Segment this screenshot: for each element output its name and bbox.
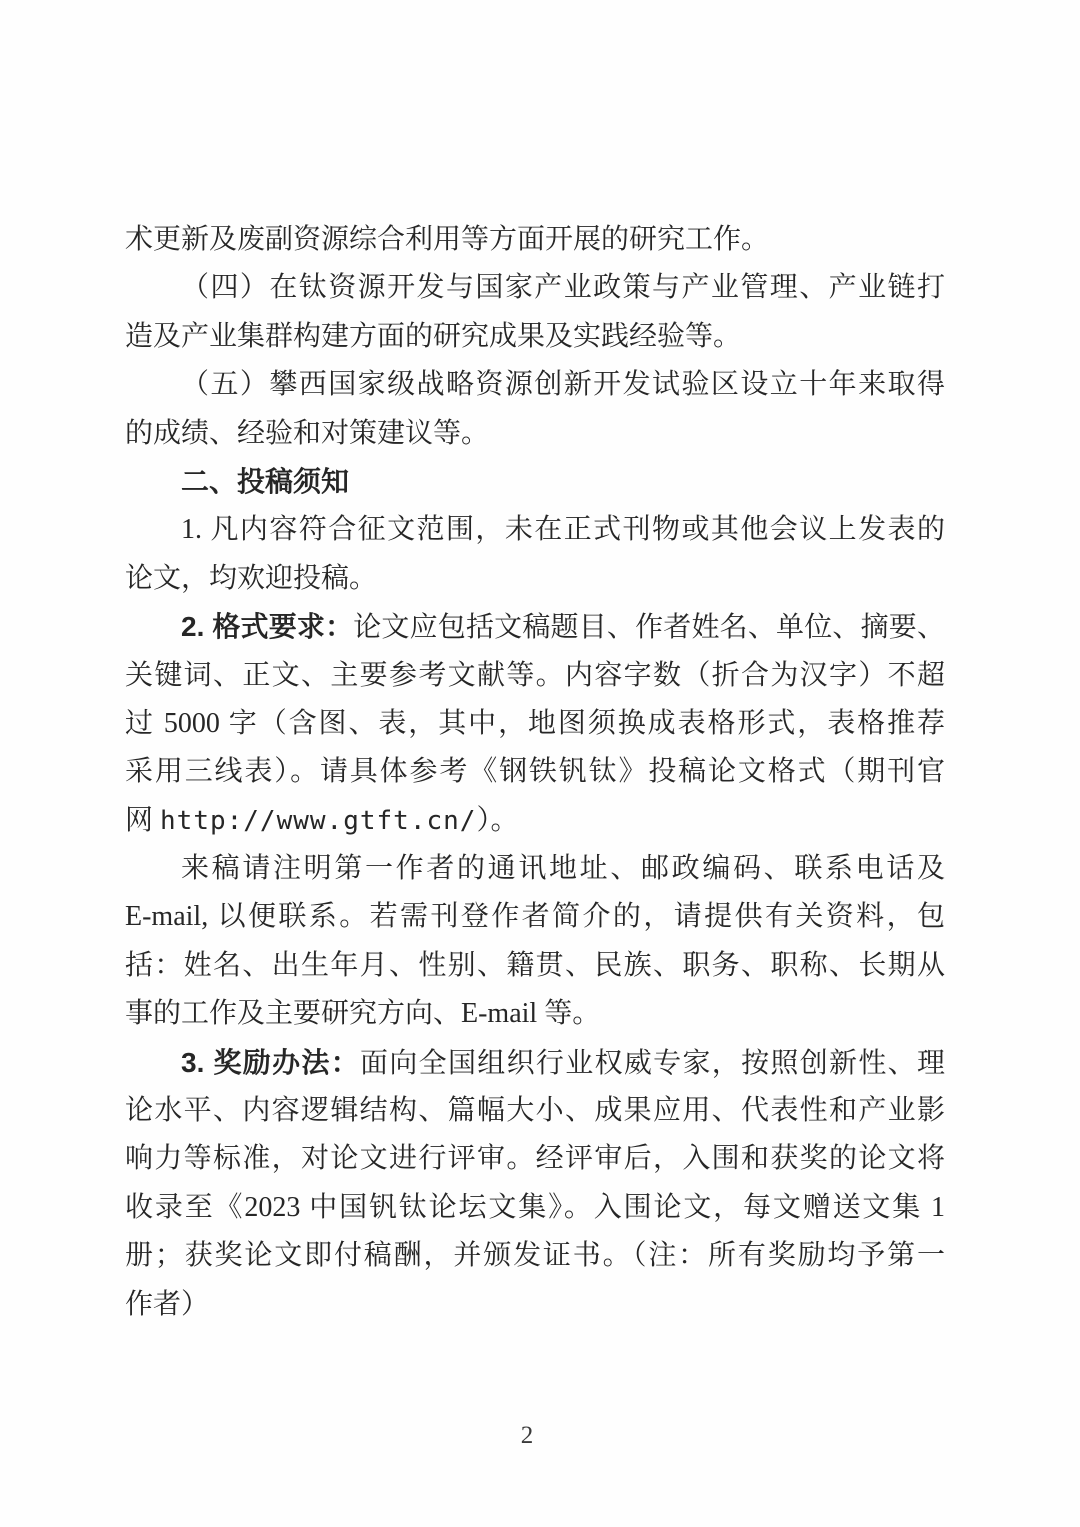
text-line xyxy=(125,313,945,361)
text-segment: 论水平、内容逻辑结构、篇幅大小、成果应用、代表性和产业影 xyxy=(125,1095,945,1127)
text-segment: 术更新及废副资源综合利用等方面开展的研究工作。 xyxy=(125,224,770,255)
emphasis-text: 2. 格式要求： xyxy=(181,611,354,643)
text-line xyxy=(125,1039,945,1087)
text-segment: 面向全国组织行业权威专家，按照创新性、理 xyxy=(360,1047,945,1079)
text-line xyxy=(125,506,945,554)
text-segment: 事的工作及主要研究方向、E-mail 等。 xyxy=(125,998,601,1030)
text-line xyxy=(125,1184,945,1232)
text-line xyxy=(125,700,945,748)
text-line xyxy=(125,410,945,458)
text-segment: 造及产业集群构建方面的研究成果及实践经验等。 xyxy=(125,320,742,352)
emphasis-text: 3. 奖励办法： xyxy=(181,1046,361,1078)
text-segment: 关键词、正文、主要参考文献等。内容字数（折合为汉字）不超 xyxy=(125,659,945,691)
section-heading xyxy=(125,458,945,506)
text-segment: 过 5000 字（含图、表，其中，地图须换成表格形式，表格推荐 xyxy=(125,707,945,739)
text-line xyxy=(125,748,945,796)
text-segment: 作者） xyxy=(125,1288,210,1320)
text-line xyxy=(125,264,945,312)
document-body xyxy=(125,216,945,1329)
text-segment: 论文应包括文稿题目、作者姓名、单位、摘要、 xyxy=(353,612,945,644)
text-segment: 采用三线表）。请具体参考《钢铁钒钛》投稿论文格式（期刊官 xyxy=(125,756,945,788)
text-line xyxy=(125,1135,945,1183)
text-line xyxy=(125,893,945,941)
url-text: http://www.gtft.cn/ xyxy=(160,805,477,836)
text-segment: （四）在钛资源开发与国家产业政策与产业管理、产业链打 xyxy=(181,272,945,304)
text-line xyxy=(125,990,945,1038)
text-segment: 1. 凡内容符合征文范围，未在正式刊物或其他会议上发表的 xyxy=(181,514,945,546)
text-segment: 册；获奖论文即付稿酬，并颁发证书。（注：所有奖励均予第一 xyxy=(125,1240,945,1272)
text-segment: ）。 xyxy=(476,804,519,836)
emphasis-text: 二、投稿须知 xyxy=(181,465,350,497)
text-line xyxy=(125,942,945,990)
text-segment: （五）攀西国家级战略资源创新开发试验区设立十年来取得 xyxy=(181,369,945,401)
text-segment: 论文，均欢迎投稿。 xyxy=(125,562,378,594)
text-line xyxy=(125,216,945,264)
page-number: 2 xyxy=(520,1422,534,1449)
text-line xyxy=(125,603,945,651)
text-segment: 响力等标准，对论文进行评审。经评审后，入围和获奖的论文将 xyxy=(125,1143,945,1175)
text-line xyxy=(125,1232,945,1280)
text-line xyxy=(125,1087,945,1135)
text-line xyxy=(125,845,945,893)
text-line xyxy=(125,361,945,409)
text-segment: 网 xyxy=(125,804,161,836)
text-line xyxy=(125,555,945,603)
text-line xyxy=(125,797,945,845)
text-line xyxy=(125,1281,945,1329)
text-segment: 来稿请注明第一作者的通讯地址、邮政编码、联系电话及 xyxy=(181,853,945,885)
text-segment: E-mail, 以便联系。若需刊登作者简介的，请提供有关资料，包 xyxy=(125,901,945,933)
text-segment: 收录至《2023 中国钒钛论坛文集》。入围论文，每文赠送文集 1 xyxy=(125,1191,945,1223)
text-line xyxy=(125,652,945,700)
text-segment: 的成绩、经验和对策建议等。 xyxy=(125,417,490,449)
text-segment: 括：姓名、出生年月、性别、籍贯、民族、职务、职称、长期从 xyxy=(125,949,945,981)
